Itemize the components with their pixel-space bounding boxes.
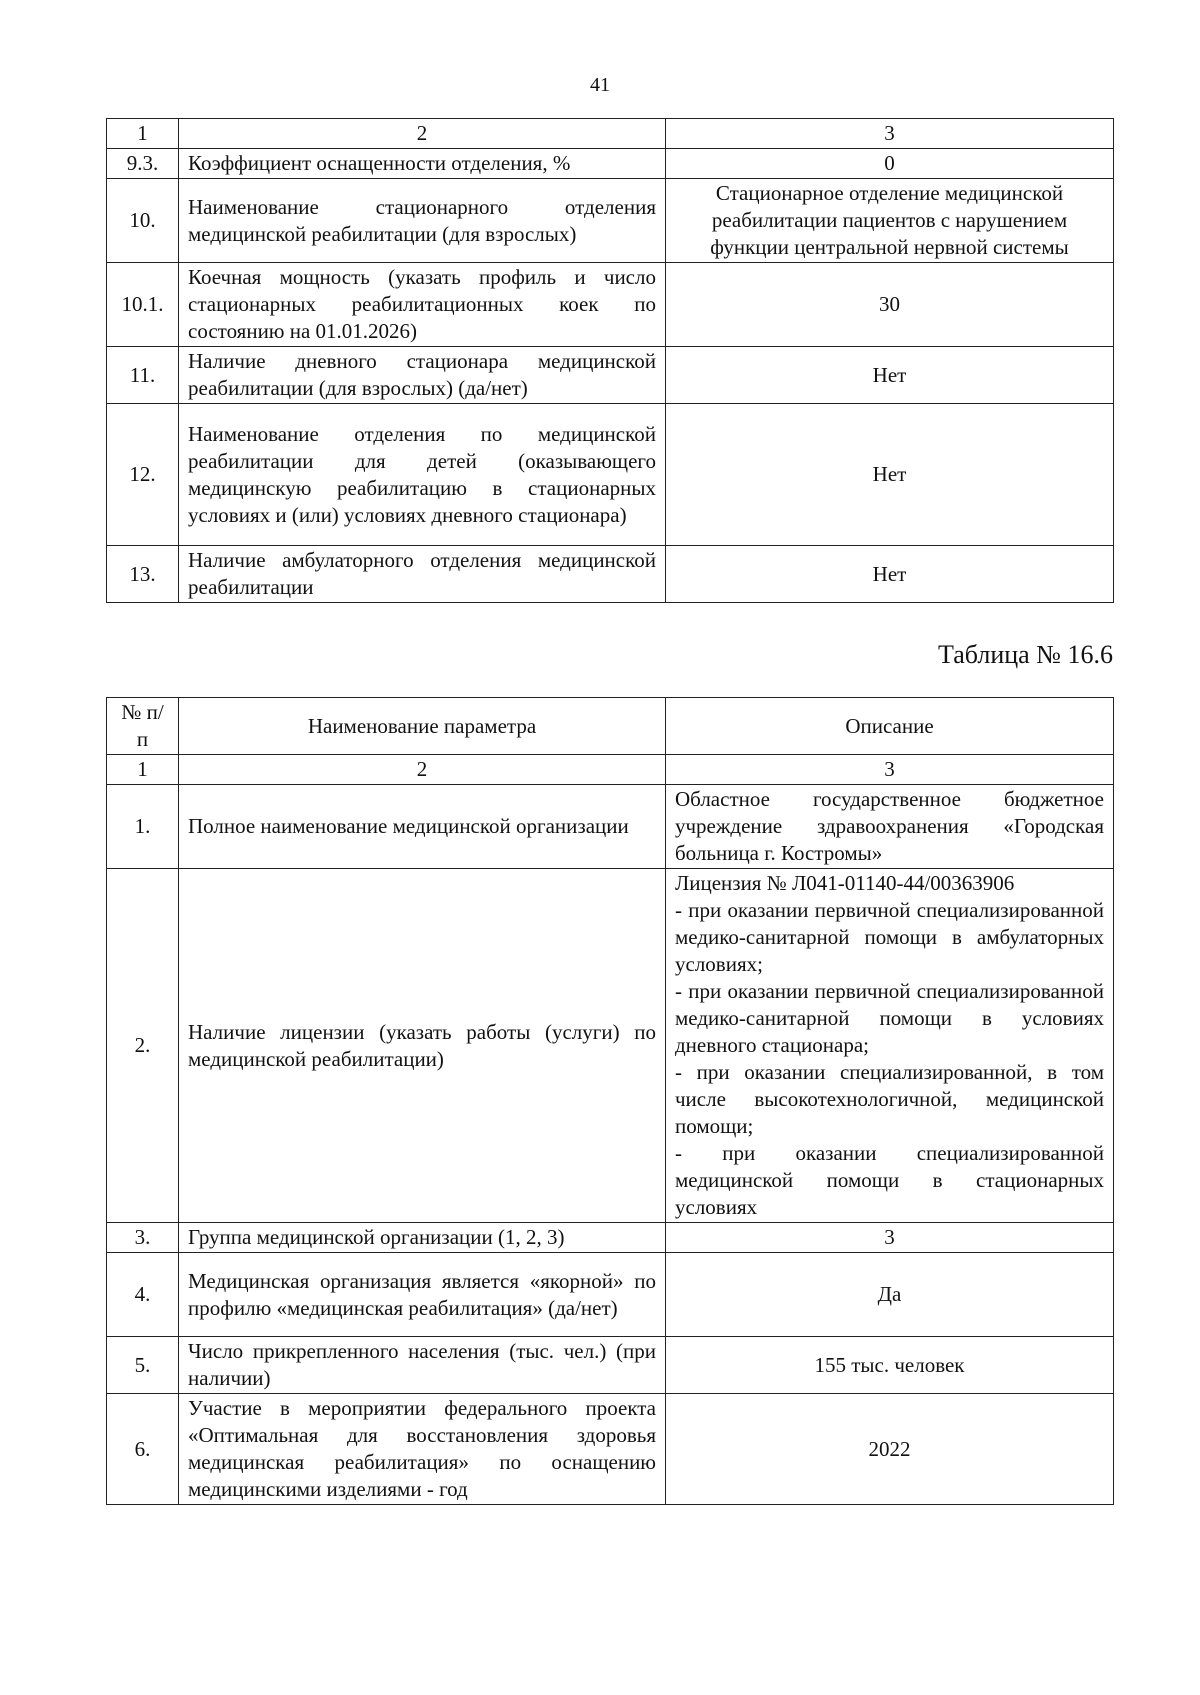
- header-parameter: Наименование параметра: [179, 698, 666, 755]
- table-row: [107, 1394, 1114, 1505]
- row-number: 10.: [107, 179, 179, 263]
- column-number-row: [107, 119, 1114, 149]
- col-number-2: 2: [179, 119, 666, 149]
- row-value: Нет: [666, 546, 1114, 603]
- license-item: - при оказании специализированной, в том числе высокотехнологичной, медицинской помощи;: [675, 1060, 1104, 1138]
- license-number: Лицензия № Л041-01140-44/00363906: [675, 871, 1015, 895]
- row-parameter: Наименование стационарного отделения медицинской реабилитации (для взрослых): [179, 179, 666, 263]
- col-number-3: 3: [666, 755, 1114, 785]
- row-value: Нет: [666, 404, 1114, 546]
- license-description: [666, 869, 1114, 1223]
- page-number: 41: [590, 74, 610, 96]
- row-value: Да: [666, 1253, 1114, 1337]
- row-value: 0: [666, 149, 1114, 179]
- row-number: 5.: [107, 1337, 179, 1394]
- col-number-3: 3: [666, 119, 1114, 149]
- col-number-1: 1: [107, 119, 179, 149]
- table-row: [107, 263, 1114, 347]
- row-number: 11.: [107, 347, 179, 404]
- col-number-2: 2: [179, 755, 666, 785]
- header-description: Описание: [666, 698, 1114, 755]
- table-16-6: [106, 697, 1114, 1505]
- table-row: [107, 546, 1114, 603]
- license-item: - при оказании первичной специализированной медико-санитарной помощи в амбулаторных условиях;: [675, 898, 1104, 976]
- row-number: 3.: [107, 1223, 179, 1253]
- row-number: 6.: [107, 1394, 179, 1505]
- row-number: 2.: [107, 869, 179, 1223]
- license-item: - при оказании первичной специализированной медико-санитарной помощи в условиях дневного стационара;: [675, 979, 1104, 1057]
- table-row: [107, 179, 1114, 263]
- row-parameter: Наличие лицензии (указать работы (услуги) по медицинской реабилитации): [179, 869, 666, 1223]
- column-number-row: [107, 755, 1114, 785]
- row-value: Нет: [666, 347, 1114, 404]
- row-value: Стационарное отделение медицинской реабилитации пациентов с нарушением функции центральной нервной системы: [666, 179, 1114, 263]
- row-number: 4.: [107, 1253, 179, 1337]
- table-continuation: [106, 118, 1114, 603]
- row-number: 10.1.: [107, 263, 179, 347]
- table-row: [107, 1223, 1114, 1253]
- row-parameter: Полное наименование медицинской организации: [179, 785, 666, 869]
- table-row: [107, 869, 1114, 1223]
- header-num: № п/п: [107, 698, 179, 755]
- table-row: [107, 1253, 1114, 1337]
- row-number: 12.: [107, 404, 179, 546]
- row-number: 1.: [107, 785, 179, 869]
- row-value: 155 тыс. человек: [666, 1337, 1114, 1394]
- row-parameter: Участие в мероприятии федерального проекта «Оптимальная для восстановления здоровья медицинская реабилитация» по оснащению медицинскими изделиями - год: [179, 1394, 666, 1505]
- row-parameter: Наличие дневного стационара медицинской реабилитации (для взрослых) (да/нет): [179, 347, 666, 404]
- row-parameter: Наименование отделения по медицинской реабилитации для детей (оказывающего медицинскую реабилитацию в стационарных условиях и (или) условиях дневного стационара): [179, 404, 666, 546]
- table-row: [107, 1337, 1114, 1394]
- row-value: 30: [666, 263, 1114, 347]
- table-title: Таблица № 16.6: [937, 640, 1113, 669]
- row-parameter: Коэффициент оснащенности отделения, %: [179, 149, 666, 179]
- table-row: [107, 785, 1114, 869]
- row-parameter: Медицинская организация является «якорной» по профилю «медицинская реабилитация» (да/нет): [179, 1253, 666, 1337]
- row-number: 9.3.: [107, 149, 179, 179]
- table-row: [107, 149, 1114, 179]
- license-item: - при оказании специализированной медицинской помощи в стационарных условиях: [675, 1141, 1104, 1219]
- row-parameter: Число прикрепленного населения (тыс. чел.) (при наличии): [179, 1337, 666, 1394]
- col-number-1: 1: [107, 755, 179, 785]
- row-value: Областное государственное бюджетное учреждение здравоохранения «Городская больница г. Костромы»: [666, 785, 1114, 869]
- row-value: 3: [666, 1223, 1114, 1253]
- table-row: [107, 404, 1114, 546]
- table-row: [107, 347, 1114, 404]
- row-value: 2022: [666, 1394, 1114, 1505]
- row-parameter: Наличие амбулаторного отделения медицинской реабилитации: [179, 546, 666, 603]
- row-number: 13.: [107, 546, 179, 603]
- header-row: [107, 698, 1114, 755]
- row-parameter: Группа медицинской организации (1, 2, 3): [179, 1223, 666, 1253]
- row-parameter: Коечная мощность (указать профиль и число стационарных реабилитационных коек по состоянию на 01.01.2026): [179, 263, 666, 347]
